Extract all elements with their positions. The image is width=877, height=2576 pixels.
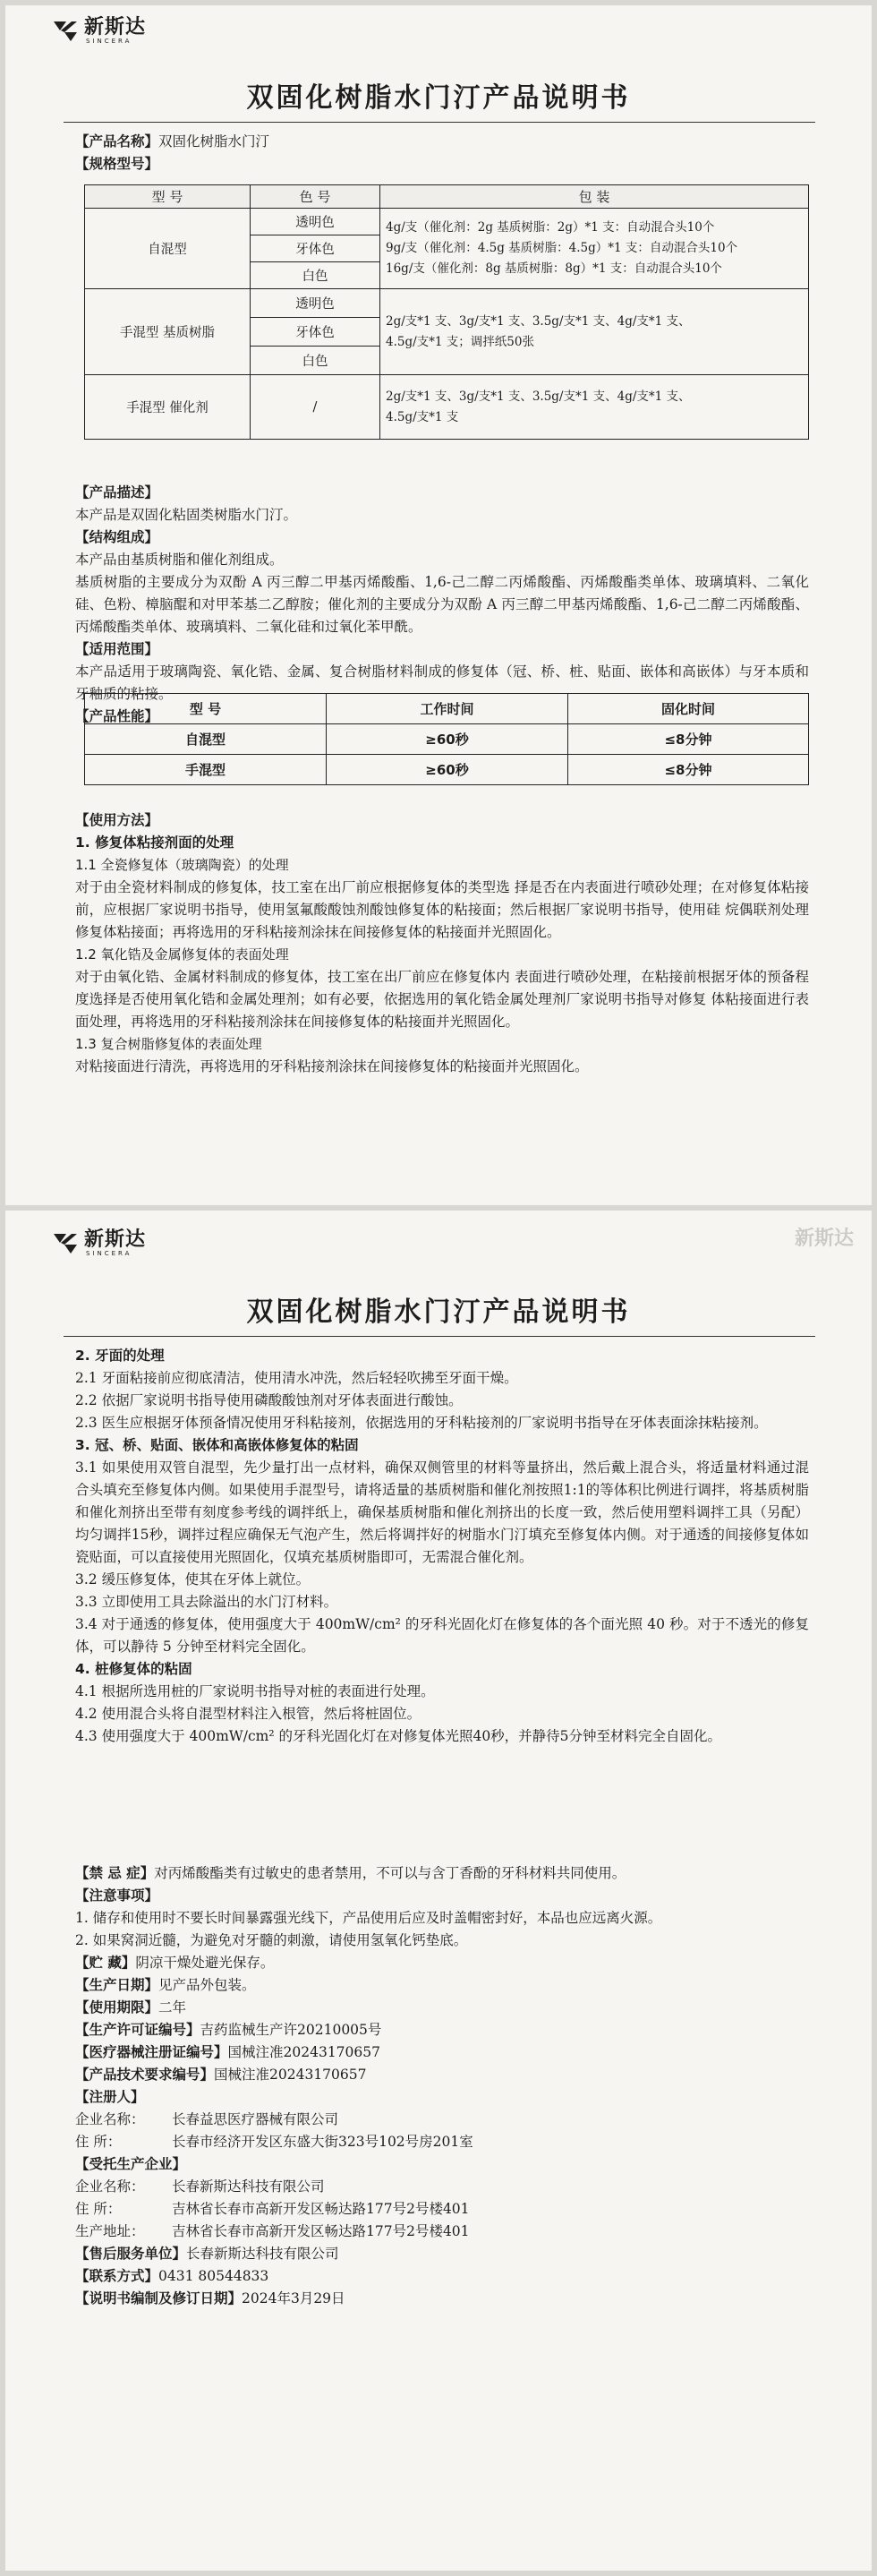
- spec-color-cell: 牙体色: [251, 318, 380, 347]
- registrant-address: 长春市经济开发区东盛大街323号102号房201室: [172, 2134, 473, 2150]
- spec-label-line: [75, 153, 809, 175]
- perf-row: [85, 755, 809, 785]
- registrant-label: 【注册人】: [75, 2089, 145, 2105]
- contact-line: [75, 2265, 809, 2288]
- spec-header-model: 型 号: [85, 185, 251, 209]
- spec-color-cell: 透明色: [251, 209, 380, 235]
- section-1-3-text: 对粘接面进行清洗，再将选用的牙科粘接剂涂抹在间接修复体的粘接面并光照固化。: [75, 1058, 589, 1074]
- title-rule: [64, 122, 815, 123]
- brand-logo: [52, 1230, 146, 1257]
- registration-line: [75, 2041, 809, 2064]
- performance-label: 【产品性能】: [75, 708, 159, 724]
- structure-text-2: 基质树脂的主要成分为双酚 A 丙三醇二甲基丙烯酸酯、1,6-己二醇二丙烯酸酯、丙烯酸酯类单体、玻璃填料、二氧化硅、色粉、樟脑醌和对甲苯基二乙醇胺；催化剂的主要成分为双酚 A 丙三醇二甲基丙烯酸酯、1,6-己二醇二丙烯酸酯、丙烯酸酯类单体、玻璃填料、二氧化硅和过氧化苯甲酰。: [75, 574, 809, 635]
- perf-cell: ≤8分钟: [568, 724, 809, 755]
- production-date-label: 【生产日期】: [75, 1977, 159, 1993]
- license-line: [75, 2019, 809, 2041]
- spec-model-cell: 手混型 基质树脂: [85, 289, 251, 375]
- storage-text: 阴凉干燥处避光保存。: [135, 1955, 275, 1971]
- perf-row: [85, 724, 809, 755]
- spec-model-cell: 自混型: [85, 209, 251, 289]
- caution-label: 【注意事项】: [75, 1887, 159, 1904]
- description-label: 【产品描述】: [75, 484, 159, 501]
- section-2-2-text: 2.2 依据厂家说明书指导使用磷酸酸蚀剂对牙体表面进行酸蚀。: [75, 1392, 463, 1408]
- tech-requirement-line: [75, 2064, 809, 2086]
- spec-pack-line: 4.5g/支*1 支: [386, 409, 459, 424]
- spec-color-cell: 白色: [251, 347, 380, 375]
- after-sales-label: 【售后服务单位】: [75, 2246, 187, 2262]
- section-4-heading: 4. 桩修复体的粘固: [75, 1661, 192, 1677]
- document-title: 双固化树脂水门汀产品说明书: [246, 82, 631, 114]
- tech-requirement-text: 国械注准20243170657: [214, 2067, 367, 2083]
- bleed-through-logo: 新斯达: [794, 1228, 854, 1250]
- section-2-3-text: 2.3 医生应根据牙体预备情况使用牙科粘接剂，依据选用的牙科粘接剂的厂家说明书指导在牙体表面涂抹粘接剂。: [75, 1415, 768, 1431]
- shelf-life-label: 【使用期限】: [75, 1999, 159, 2015]
- spec-header-color: 色 号: [251, 185, 380, 209]
- spec-color-cell: 牙体色: [251, 235, 380, 262]
- perf-header-cure-time: 固化时间: [568, 694, 809, 724]
- section-4-2-text: 4.2 使用混合头将自混型材料注入根管，然后将桩固位。: [75, 1706, 421, 1722]
- license-label: 【生产许可证编号】: [75, 2022, 200, 2038]
- manufacturer-company: 长春新斯达科技有限公司: [172, 2178, 325, 2195]
- manufacturer-address-label: 住 所：: [75, 2201, 122, 2217]
- product-name-value: 双固化树脂水门汀: [158, 133, 270, 150]
- section-1-1-heading: 1.1 全瓷修复体（玻璃陶瓷）的处理: [75, 857, 289, 873]
- manufacturer-address-line: [75, 2198, 809, 2221]
- spec-model-cell: 手混型 催化剂: [85, 375, 251, 440]
- scope-text: 本产品适用于玻璃陶瓷、氧化锆、金属、复合树脂材料制成的修复体（冠、桥、桩、贴面、嵌体和高嵌体）与牙本质和牙釉质的粘接。: [75, 663, 809, 702]
- manufacturer-label: 【受托生产企业】: [75, 2156, 187, 2172]
- brand-name: 新斯达: [84, 16, 147, 39]
- perf-cell: ≥60秒: [327, 755, 568, 785]
- spec-color-cell: /: [251, 375, 380, 440]
- registration-label: 【医疗器械注册证编号】: [75, 2044, 228, 2060]
- usage-continued-section: [75, 1345, 809, 1748]
- section-3-3-text: 3.3 立即使用工具去除溢出的水门汀材料。: [75, 1594, 338, 1610]
- shelf-life-text: 二年: [158, 1999, 187, 2015]
- section-1-1-text: 对于由全瓷材料制成的修复体，技工室在出厂前应根据修复体的类型选 择是否在内表面进行喷砂处理；在对修复体粘接前，应根据厂家说明书指导，使用氢氟酸酸蚀剂酸蚀修复体的粘接面；然后根据厂家说明书指导，使用硅 烷偶联剂处理修复体粘接面；再将选用的牙科粘接剂涂抹在间接修复体的粘接面并光照固化。: [75, 879, 809, 940]
- spec-pack-cell: [380, 289, 809, 375]
- spec-pack-line: 2g/支*1 支、3g/支*1 支、3.5g/支*1 支、4g/支*1 支、: [386, 313, 691, 329]
- production-address-label: 生产地址：: [75, 2223, 145, 2239]
- spec-pack-cell: [380, 209, 809, 289]
- section-3-1-text: 3.1 如果使用双管自混型，先少量打出一点材料，确保双侧管里的材料等量挤出，然后戴上混合头，将适量材料通过混合头填充至修复体内侧。如果使用手混型号，请将适量的基质树脂和催化剂按照1:1的等体积比例进行调拌，将基质树脂和催化剂挤出至带有刻度参考线的调拌纸上，确保基质树脂和催化剂挤出的长度一致，然后使用塑料调拌工具（另配）均匀调拌15秒，调拌过程应确保无气泡产生，然后将调拌好的树脂水门汀填充至修复体内侧。对于通透的间接修复体如瓷贴面，可以直接使用光照固化，仅填充基质树脂即可，无需混合催化剂。: [75, 1459, 809, 1565]
- usage-label: 【使用方法】: [75, 812, 159, 828]
- product-name-line: [75, 131, 809, 153]
- section-3-2-text: 3.2 缓压修复体，使其在牙体上就位。: [75, 1571, 311, 1588]
- brand-sub: SINCERA: [86, 38, 132, 45]
- production-date-text: 见产品外包装。: [158, 1977, 256, 1993]
- scope-label: 【适用范围】: [75, 641, 159, 657]
- spec-color-cell: 透明色: [251, 289, 380, 318]
- instruction-page-2: [5, 1211, 872, 2571]
- section-2-1-text: 2.1 牙面粘接前应彻底清洁，使用清水冲洗，然后轻轻吹拂至牙面干燥。: [75, 1370, 518, 1386]
- section-1-2-heading: 1.2 氧化锆及金属修复体的表面处理: [75, 946, 289, 963]
- section-4-1-text: 4.1 根据所选用桩的厂家说明书指导对桩的表面进行处理。: [75, 1683, 435, 1699]
- spec-table: [84, 184, 809, 440]
- perf-cell: ≥60秒: [327, 724, 568, 755]
- description-section: [75, 482, 809, 728]
- production-address: 吉林省长春市高新开发区畅达路177号2号楼401: [172, 2223, 470, 2239]
- registrant-company: 长春益思医疗器械有限公司: [172, 2111, 339, 2127]
- structure-label: 【结构组成】: [75, 529, 159, 545]
- perf-header-work-time: 工作时间: [327, 694, 568, 724]
- contraindication-text: 对丙烯酸酯类有过敏史的患者禁用，不可以与含丁香酚的牙科材料共同使用。: [154, 1865, 626, 1881]
- spec-header-row: [85, 185, 809, 209]
- performance-table: [84, 693, 809, 785]
- perf-cell: ≤8分钟: [568, 755, 809, 785]
- spec-label: 【规格型号】: [75, 156, 159, 172]
- usage-section: [75, 809, 809, 1078]
- spec-color-cell: 白色: [251, 262, 380, 289]
- contact-phone: 0431 80544833: [158, 2268, 269, 2284]
- production-address-line: [75, 2221, 809, 2243]
- document-title: 双固化树脂水门汀产品说明书: [246, 1297, 631, 1328]
- shelf-life-line: [75, 1997, 809, 2019]
- registration-text: 国械注准20243170657: [227, 2044, 380, 2060]
- perf-header-model: 型 号: [85, 694, 327, 724]
- storage-label: 【贮 藏】: [75, 1955, 136, 1971]
- spec-row: [85, 289, 809, 318]
- storage-line: [75, 1952, 809, 1974]
- manufacturer-address: 吉林省长春市高新开发区畅达路177号2号楼401: [172, 2201, 470, 2217]
- contraindication-label: 【禁 忌 症】: [75, 1865, 155, 1881]
- product-info-section: [75, 1862, 809, 2310]
- spec-pack-line: 2g/支*1 支、3g/支*1 支、3.5g/支*1 支、4g/支*1 支、: [386, 389, 691, 404]
- product-name-label: 【产品名称】: [75, 133, 159, 150]
- after-sales-line: [75, 2243, 809, 2265]
- description-text: 本产品是双固化粘固类树脂水门汀。: [75, 507, 298, 523]
- spec-pack-line: 16g/支（催化剂：8g 基质树脂：8g）*1 支：自动混合头10个: [386, 261, 722, 276]
- caution-text-1: 1. 储存和使用时不要长时间暴露强光线下，产品使用后应及时盖帽密封好，本品也应远离火源。: [75, 1910, 662, 1926]
- spec-pack-line: 4g/支（催化剂：2g 基质树脂：2g）*1 支：自动混合头10个: [386, 220, 715, 235]
- section-1-3-heading: 1.3 复合树脂修复体的表面处理: [75, 1036, 262, 1052]
- tech-requirement-label: 【产品技术要求编号】: [75, 2067, 215, 2083]
- registrant-address-label: 住 所：: [75, 2134, 122, 2150]
- manufacturer-company-line: [75, 2176, 809, 2198]
- instruction-page-1: [5, 5, 872, 1205]
- perf-cell: 手混型: [85, 755, 327, 785]
- brand-name: 新斯达: [84, 1228, 147, 1251]
- section-4-3-text: 4.3 使用强度大于 400mW/cm² 的牙科光固化灯在对修复体光照40秒，并静待5分钟至材料完全自固化。: [75, 1728, 722, 1744]
- spec-header-pack: 包 装: [380, 185, 809, 209]
- spec-row: [85, 375, 809, 440]
- perf-header-row: [85, 694, 809, 724]
- contact-label: 【联系方式】: [75, 2268, 159, 2284]
- section-3-heading: 3. 冠、桥、贴面、嵌体和高嵌体修复体的粘固: [75, 1437, 359, 1453]
- revision-date-label: 【说明书编制及修订日期】: [75, 2290, 243, 2306]
- license-text: 吉药监械生产许20210005号: [200, 2022, 382, 2038]
- revision-date: 2024年3月29日: [242, 2290, 345, 2306]
- brand-mark-icon: [52, 1230, 79, 1257]
- brand-sub: SINCERA: [86, 1250, 132, 1257]
- structure-text-1: 本产品由基质树脂和催化剂组成。: [75, 552, 284, 568]
- section-2-heading: 2. 牙面的处理: [75, 1348, 165, 1364]
- spec-pack-line: 4.5g/支*1 支；调拌纸50张: [386, 334, 534, 349]
- registrant-address-line: [75, 2131, 809, 2153]
- registrant-company-line: [75, 2109, 809, 2131]
- brand-logo: [52, 18, 146, 45]
- production-date-line: [75, 1974, 809, 1997]
- after-sales-text: 长春新斯达科技有限公司: [186, 2246, 339, 2262]
- section-3-4-text: 3.4 对于通透的修复体，使用强度大于 400mW/cm² 的牙科光固化灯在修复体的各个面光照 40 秒。对于不透光的修复体，可以静待 5 分钟至材料完全固化。: [75, 1616, 809, 1655]
- contraindication-line: [75, 1862, 809, 1885]
- section-1-2-text: 对于由氧化锆、金属材料制成的修复体，技工室在出厂前应在修复体内 表面进行喷砂处理，在粘接前根据牙体的预备程度选择是否使用氧化锆和金属处理剂；如有必要，依据选用的氧化锆金属处理剂厂家说明书指导对修复 体粘接面进行表面处理，再将选用的牙科粘接剂涂抹在间接修复体的粘接面并光照固化。: [75, 969, 809, 1030]
- caution-text-2: 2. 如果窝洞近髓，为避免对牙髓的刺激，请使用氢氧化钙垫底。: [75, 1932, 468, 1948]
- spec-row: [85, 209, 809, 235]
- spec-pack-line: 9g/支（催化剂：4.5g 基质树脂：4.5g）*1 支：自动混合头10个: [386, 241, 738, 255]
- brand-mark-icon: [52, 18, 79, 45]
- title-rule: [64, 1336, 815, 1337]
- spec-pack-cell: [380, 375, 809, 440]
- registrant-company-label: 企业名称：: [75, 2111, 145, 2127]
- section-1-heading: 1. 修复体粘接剂面的处理: [75, 834, 234, 851]
- manufacturer-company-label: 企业名称：: [75, 2178, 145, 2195]
- perf-cell: 自混型: [85, 724, 327, 755]
- revision-date-line: [75, 2288, 809, 2310]
